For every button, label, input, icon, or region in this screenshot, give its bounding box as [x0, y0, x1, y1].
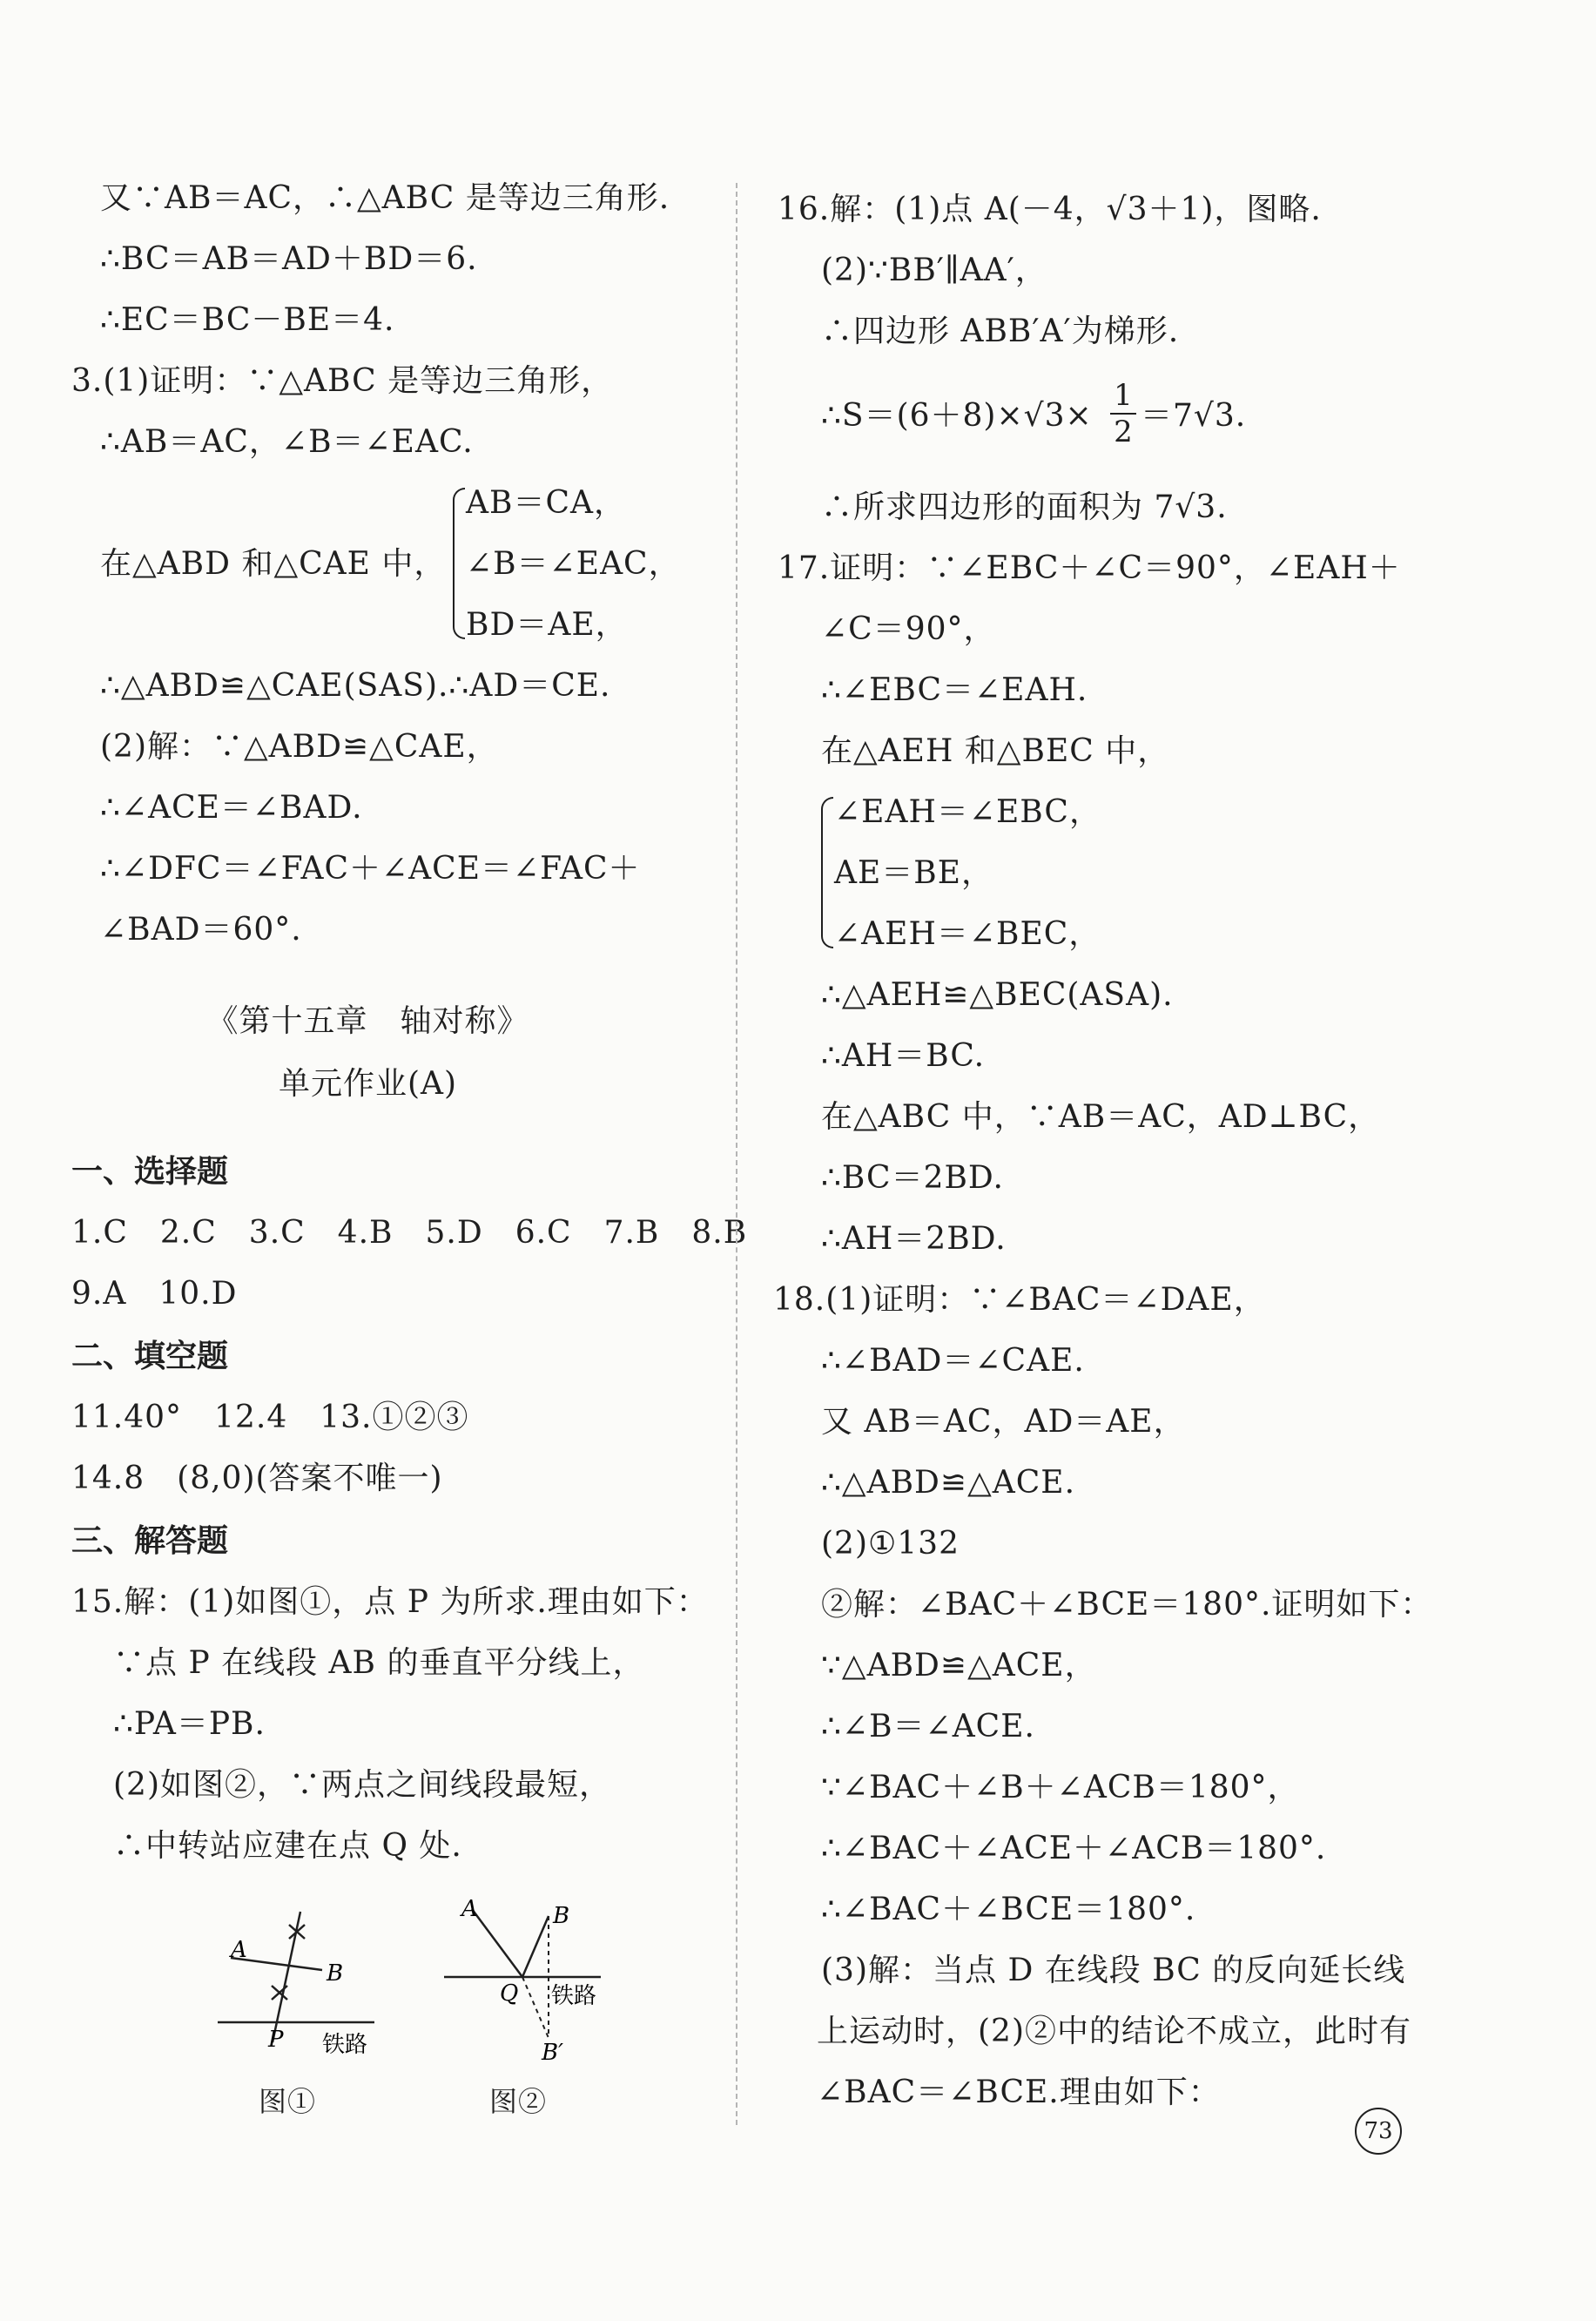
text-line: ∠BAD＝60°. [100, 912, 302, 948]
text-line: ∴AH＝BC. [821, 1038, 986, 1074]
answer-line: 11.40° 12.4 13.①②③ [71, 1400, 469, 1435]
answer-line: 1.C 2.C 3.C 4.B 5.D 6.C 7.B 8.B [71, 1215, 748, 1251]
text-line: 上运动时，(2)②中的结论不成立，此时有 [817, 2014, 1411, 2049]
text-line: ∴EC＝BC－BE＝4. [100, 302, 395, 338]
text-line: ∴∠BAD＝∠CAE. [821, 1343, 1085, 1379]
text-line: 在△ABD 和△CAE 中， [100, 546, 447, 582]
system-line: ∠B＝∠EAC， [466, 546, 681, 582]
figure-caption: 图② [489, 2085, 548, 2118]
text-line: 18.(1)证明：∵∠BAC＝∠DAE， [773, 1282, 1266, 1318]
label-railway: 铁路 [322, 2032, 368, 2058]
chapter-title: 《第十五章 轴对称》 [206, 1003, 529, 1039]
page-number: 73 [1355, 2108, 1402, 2155]
label-q: Q [500, 1980, 519, 2007]
text-line: ∴四边形 ABB′A′为梯形. [821, 314, 1180, 349]
system-line: BD＝AE， [466, 607, 628, 643]
unit-title: 单元作业(A) [278, 1066, 458, 1102]
text-line: ∴BC＝2BD. [821, 1160, 1004, 1196]
system-line: AB＝CA， [466, 485, 626, 521]
text-line: (3)解：当点 D 在线段 BC 的反向延长线 [821, 1953, 1406, 1988]
text-line: ∠BAC＝∠BCE.理由如下： [817, 2075, 1221, 2110]
text-line: (2)①132 [821, 1526, 960, 1562]
text-line: 3.(1)证明：∵△ABC 是等边三角形， [71, 363, 614, 399]
answer-line: 9.A 10.D [71, 1276, 238, 1312]
text-line: 在△ABC 中，∵AB＝AC，AD⊥BC， [821, 1099, 1381, 1135]
text-line: 又 AB＝AC，AD＝AE， [821, 1404, 1186, 1440]
text-line: ∴△ABD≌△CAE(SAS).∴AD＝CE. [100, 668, 611, 704]
text-line: 又∵AB＝AC，∴△ABC 是等边三角形. [100, 180, 670, 216]
text-line: ∵△ABD≌△ACE， [821, 1648, 1097, 1683]
section-heading: 三、解答题 [71, 1523, 229, 1559]
column-divider [736, 183, 737, 2125]
text-line: ∵∠BAC＋∠B＋∠ACB＝180°， [821, 1770, 1300, 1805]
label-b-prime: B′ [542, 2040, 564, 2066]
system-line: ∠AEH＝∠BEC， [834, 916, 1101, 952]
fraction-denominator: 2 [1114, 415, 1133, 449]
text-line: ②解：∠BAC＋∠BCE＝180°.证明如下： [821, 1587, 1433, 1623]
text-line: (2)如图②，∵两点之间线段最短， [113, 1767, 611, 1803]
label-a: A [231, 1937, 247, 1963]
section-heading: 一、选择题 [71, 1154, 229, 1190]
figure-2-diagram [435, 1890, 618, 2073]
text-line: ∴∠EBC＝∠EAH. [821, 672, 1088, 708]
text-line: ∴∠B＝∠ACE. [821, 1709, 1035, 1744]
section-heading: 二、填空题 [71, 1339, 229, 1374]
text-line: (2)∵BB′∥AA′， [821, 253, 1047, 288]
text-line: ∴BC＝AB＝AD＋BD＝6. [100, 241, 478, 277]
figure-caption: 图① [259, 2085, 317, 2118]
text-line: ∴∠DFC＝∠FAC＋∠ACE＝∠FAC＋ [100, 851, 641, 887]
answer-line: 14.8 (8,0)(答案不唯一) [71, 1461, 443, 1496]
system-line: ∠EAH＝∠EBC， [834, 794, 1101, 830]
label-b: B [553, 1903, 570, 1929]
formula-part: ∴S＝(6＋8)×√3× [821, 398, 1093, 434]
label-p: P [268, 2027, 284, 2053]
brace-symbol [821, 797, 833, 948]
text-line: ∴∠ACE＝∠BAD. [100, 790, 363, 826]
text-line: ∴中转站应建在点 Q 处. [113, 1828, 462, 1864]
system-line: AE＝BE， [834, 855, 994, 891]
text-line: ∠C＝90°， [821, 611, 996, 647]
text-line: ∵点 P 在线段 AB 的垂直平分线上， [113, 1645, 645, 1681]
text-line: 在△AEH 和△BEC 中， [821, 733, 1170, 769]
fraction-numerator: 1 [1114, 378, 1133, 413]
label-a: A [461, 1896, 478, 1922]
text-line: ∴△AEH≌△BEC(ASA). [821, 977, 1174, 1013]
text-line: ∴△ABD≌△ACE. [821, 1465, 1076, 1501]
label-railway: 铁路 [551, 1983, 597, 2009]
text-line: ∴AH＝2BD. [821, 1221, 1007, 1257]
text-line: 15.解：(1)如图①，点 P 为所求.理由如下： [71, 1584, 709, 1620]
text-line: ∴所求四边形的面积为 7√3. [821, 489, 1228, 525]
text-line: (2)解：∵△ABD≌△CAE， [100, 729, 499, 765]
text-line: ∴PA＝PB. [113, 1706, 266, 1742]
fraction [1110, 380, 1136, 448]
text-line: ∴AB＝AC，∠B＝∠EAC. [100, 424, 474, 460]
figure-1-diagram [209, 1890, 418, 2073]
text-line: ∴∠BAC＋∠BCE＝180°. [821, 1892, 1196, 1927]
brace-symbol [453, 488, 465, 639]
label-b: B [327, 1960, 344, 1987]
text-line: ∴∠BAC＋∠ACE＋∠ACB＝180°. [821, 1831, 1327, 1866]
formula-part: ＝7√3. [1141, 398, 1247, 434]
text-line: 16.解：(1)点 A(－4，√3＋1)，图略. [778, 192, 1322, 227]
text-line: 17.证明：∵∠EBC＋∠C＝90°，∠EAH＋ [778, 550, 1401, 586]
